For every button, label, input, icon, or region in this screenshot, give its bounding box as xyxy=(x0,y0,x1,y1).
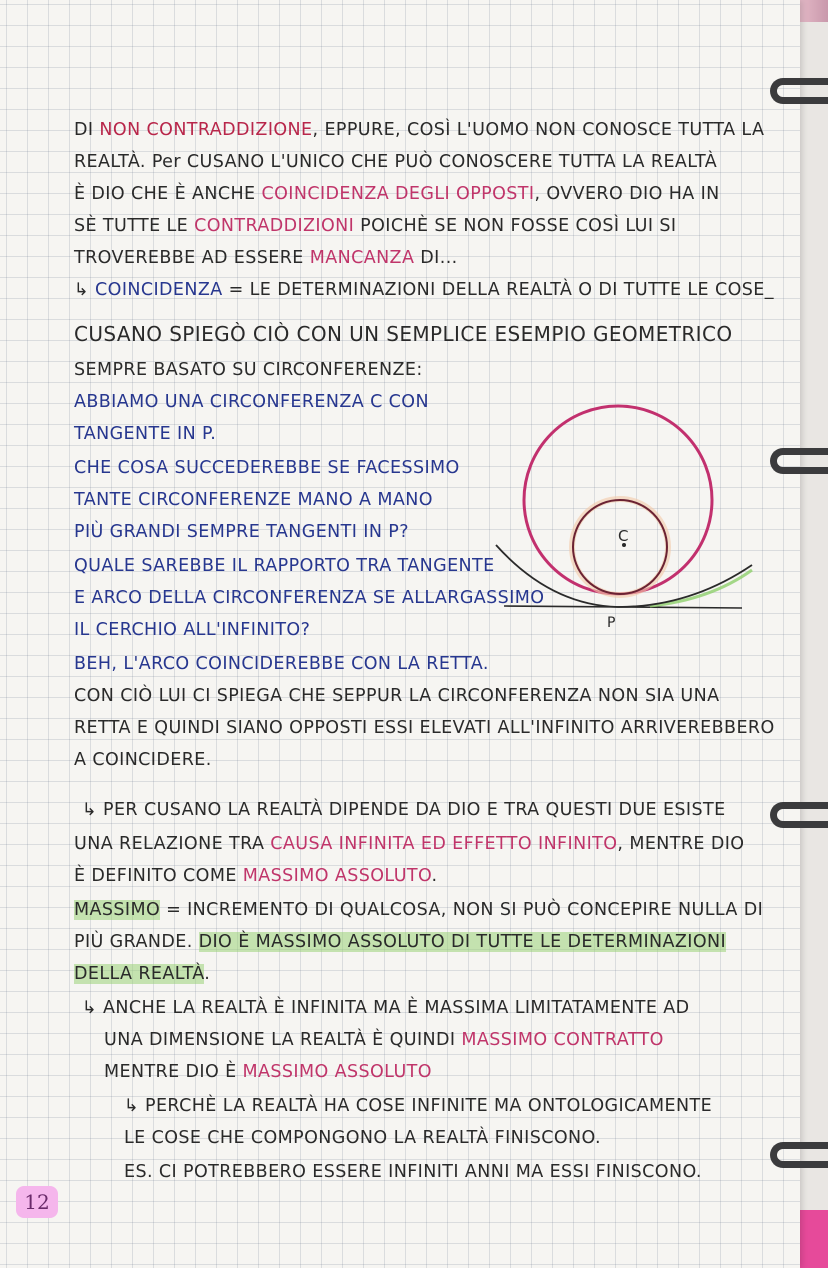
note-text: COINCIDENZA xyxy=(95,280,223,300)
note-text: PIÙ GRANDE. xyxy=(74,932,199,952)
note-text: . xyxy=(431,866,438,886)
note-line xyxy=(74,278,774,302)
note-text: ↳ PER CUSANO LA REALTÀ DIPENDE DA DIO E TRA QUESTI DUE ESISTE xyxy=(82,800,726,820)
highlighted-text: DELLA REALTÀ xyxy=(74,964,205,984)
note-text: SEMPRE BASATO SU CIRCONFERENZE: xyxy=(74,360,423,380)
note-text: COINCIDENZA DEGLI OPPOSTI xyxy=(261,184,535,204)
note-text: È DEFINITO COME xyxy=(74,866,243,886)
binder-tab-bottom xyxy=(800,1210,828,1268)
note-text: LE COSE CHE COMPONGONO LA REALTÀ FINISCONO. xyxy=(124,1128,601,1148)
note-text: = LE DETERMINAZIONI DELLA REALTÀ O DI TUTTE LE COSE_ xyxy=(222,280,774,300)
note-text: RETTA E QUINDI SIANO OPPOSTI ESSI ELEVATI ALL'INFINITO ARRIVEREBBERO xyxy=(74,718,775,738)
highlighted-text: DIO È MASSIMO ASSOLUTO DI TUTTE LE DETERMINAZIONI xyxy=(198,932,727,952)
note-line xyxy=(82,996,740,1020)
binder-ring-3 xyxy=(770,802,828,828)
note-text: A COINCIDERE. xyxy=(74,750,212,770)
binder-ring-1 xyxy=(770,78,828,104)
note-line xyxy=(74,322,740,346)
note-text: MENTRE DIO È xyxy=(104,1062,243,1082)
binder-ring-4 xyxy=(770,1142,828,1168)
note-line xyxy=(82,798,740,822)
note-text: CONTRADDIZIONI xyxy=(194,216,355,236)
note-text: UNA RELAZIONE TRA xyxy=(74,834,271,854)
note-text: IL CERCHIO ALL'INFINITO? xyxy=(74,620,311,640)
note-text: NON CONTRADDIZIONE xyxy=(99,120,313,140)
note-line xyxy=(74,930,740,954)
note-line xyxy=(74,716,775,740)
note-text: MASSIMO CONTRATTO xyxy=(461,1030,664,1050)
note-text: , EPPURE, COSÌ L'UOMO NON CONOSCE TUTTA LA xyxy=(312,120,765,140)
note-line xyxy=(74,684,740,708)
note-line xyxy=(74,864,740,888)
note-text: E ARCO DELLA CIRCONFERENZA SE ALLARGASSIMO xyxy=(74,588,545,608)
note-line xyxy=(124,1094,740,1118)
note-line xyxy=(104,1028,740,1052)
note-text: CON CIÒ LUI CI SPIEGA CHE SEPPUR LA CIRCONFERENZA NON SIA UNA xyxy=(74,686,720,706)
note-text: TROVEREBBE AD ESSERE xyxy=(74,248,310,268)
note-text: QUALE SAREBBE IL RAPPORTO TRA TANGENTE xyxy=(74,556,495,576)
note-text: TANGENTE IN P. xyxy=(74,424,217,444)
note-line xyxy=(104,1060,740,1084)
note-text: DI... xyxy=(414,248,458,268)
note-text: ↳ PERCHÈ LA REALTÀ HA COSE INFINITE MA ONTOLOGICAMENTE xyxy=(124,1096,713,1116)
note-text: . xyxy=(204,964,211,984)
note-text: TANTE CIRCONFERENZE MANO A MANO xyxy=(74,490,433,510)
note-text: , MENTRE DIO xyxy=(617,834,745,854)
note-line xyxy=(74,182,740,206)
note-text: ABBIAMO UNA CIRCONFERENZA C CON xyxy=(74,392,429,412)
note-text: MASSIMO ASSOLUTO xyxy=(242,866,432,886)
note-text: PIÙ GRANDI SEMPRE TANGENTI IN P? xyxy=(74,522,409,542)
note-text: MANCANZA xyxy=(309,248,415,268)
note-line xyxy=(74,214,740,238)
note-text: ↳ ANCHE LA REALTÀ È INFINITA MA È MASSIMA LIMITATAMENTE AD xyxy=(82,998,690,1018)
note-text: , OVVERO DIO HA IN xyxy=(534,184,720,204)
note-text: È DIO CHE È ANCHE xyxy=(74,184,262,204)
center-label: C xyxy=(618,527,629,545)
note-text: CUSANO SPIEGÒ CIÒ CON UN SEMPLICE ESEMPIO GEOMETRICO xyxy=(74,322,733,346)
binder-ring-2 xyxy=(770,448,828,474)
note-line xyxy=(74,246,740,270)
geometry-figure xyxy=(490,395,770,640)
note-text: POICHÈ SE NON FOSSE COSÌ LUI SI xyxy=(354,216,677,236)
note-line xyxy=(124,1160,740,1184)
note-text: ES. CI POTREBBERO ESSERE INFINITI ANNI MA ESSI FINISCONO. xyxy=(124,1162,702,1182)
note-line xyxy=(124,1126,740,1150)
inner-circle xyxy=(573,500,667,594)
note-line xyxy=(74,898,764,922)
highlighted-text: MASSIMO xyxy=(74,900,161,920)
note-text: SÈ TUTTE LE xyxy=(74,216,195,236)
note-line xyxy=(74,962,740,986)
note-text: DI xyxy=(74,120,100,140)
note-text: CHE COSA SUCCEDEREBBE SE FACESSIMO xyxy=(74,458,460,478)
note-text: MASSIMO ASSOLUTO xyxy=(242,1062,432,1082)
note-line xyxy=(74,150,740,174)
page-number: 12 xyxy=(16,1186,58,1218)
note-text: CAUSA INFINITA ED EFFETTO INFINITO xyxy=(270,834,618,854)
note-line xyxy=(74,118,765,142)
note-line xyxy=(74,832,745,856)
note-line xyxy=(74,358,740,382)
note-line xyxy=(74,652,740,676)
note-text: UNA DIMENSIONE LA REALTÀ È QUINDI xyxy=(104,1030,462,1050)
note-line xyxy=(74,748,740,772)
note-text: BEH, L'ARCO COINCIDEREBBE CON LA RETTA. xyxy=(74,654,489,674)
note-text: REALTÀ. Per CUSANO L'UNICO CHE PUÒ CONOSCERE TUTTA LA REALTÀ xyxy=(74,152,718,172)
note-text: = INCREMENTO DI QUALCOSA, NON SI PUÒ CONCEPIRE NULLA DI xyxy=(160,900,764,920)
note-text: ↳ xyxy=(74,280,96,300)
point-label: P xyxy=(607,615,616,631)
